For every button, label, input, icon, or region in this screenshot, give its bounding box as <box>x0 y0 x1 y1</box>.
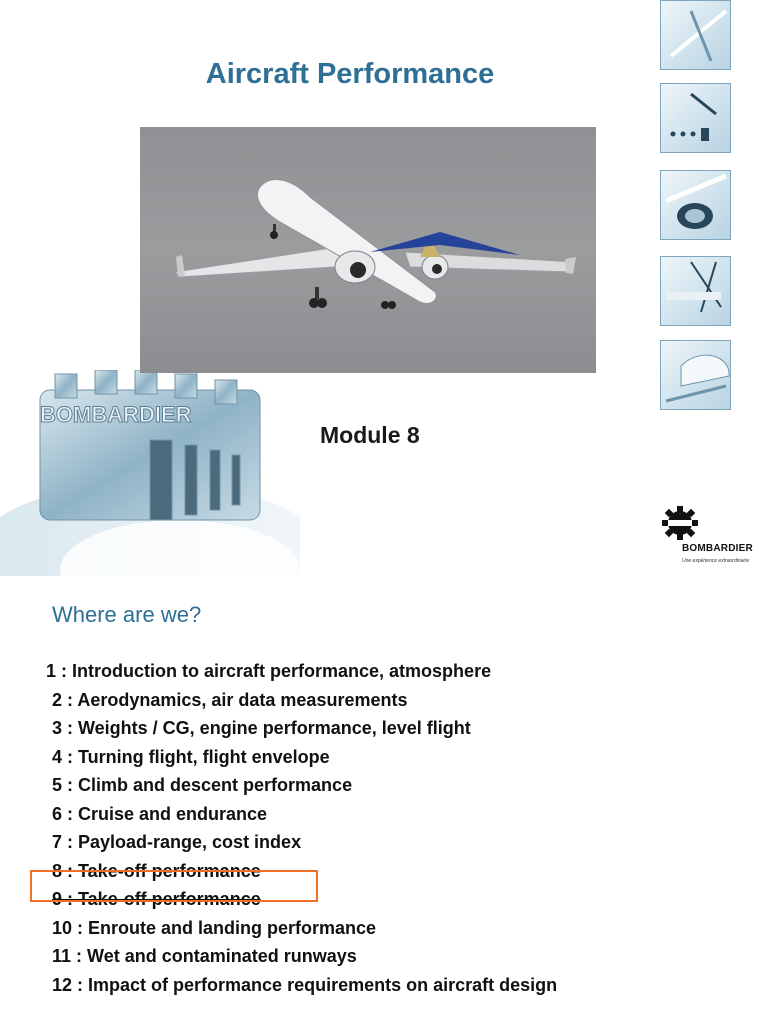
slide-title: Aircraft Performance <box>205 58 495 90</box>
list-item: 6 : Cruise and endurance <box>52 804 268 824</box>
bombardier-logo <box>662 506 762 564</box>
logo-wordmark: BOMBARDIER <box>682 543 753 554</box>
agenda-title: Where are we? <box>52 602 202 627</box>
list-item: 7 : Payload-range, cost index <box>52 832 302 852</box>
gear-logo-icon <box>662 506 698 540</box>
regional-jet-illustration <box>140 127 596 373</box>
current-module-highlight <box>30 870 318 902</box>
list-item: 5 : Climb and descent performance <box>52 775 353 795</box>
list-item: 3 : Weights / CG, engine performance, level flight <box>52 718 471 738</box>
list-item: 12 : Impact of performance requirements on aircraft design <box>52 975 558 995</box>
agenda-slide <box>0 576 768 1024</box>
list-item: 2 : Aerodynamics, air data measurements <box>52 690 408 710</box>
list-item-struck: 8 : Take-off performance <box>52 861 261 881</box>
gear-bombardier-text: BOMBARDIER <box>40 402 192 427</box>
logo-tagline: Une expérience extraordinaire <box>682 558 749 564</box>
aircraft-photo <box>140 127 596 373</box>
list-item: 10 : Enroute and landing performance <box>52 918 377 938</box>
list-item-struck: 9 : Take-off performance <box>52 889 261 909</box>
jet-engine-thumb <box>660 170 731 240</box>
propeller-aircraft-thumb <box>660 0 731 70</box>
list-item: 11 : Wet and contaminated runways <box>52 946 357 966</box>
module-label: Module 8 <box>320 422 420 448</box>
jet-nose-thumb <box>660 340 731 410</box>
list-item: 4 : Turning flight, flight envelope <box>52 747 330 767</box>
cabin-windows-thumb <box>660 83 731 153</box>
bombardier-gear-graphic <box>0 370 300 576</box>
list-item: 1 : Introduction to aircraft performance, atmosphere <box>46 661 492 681</box>
turboprop-thumb <box>660 256 731 326</box>
